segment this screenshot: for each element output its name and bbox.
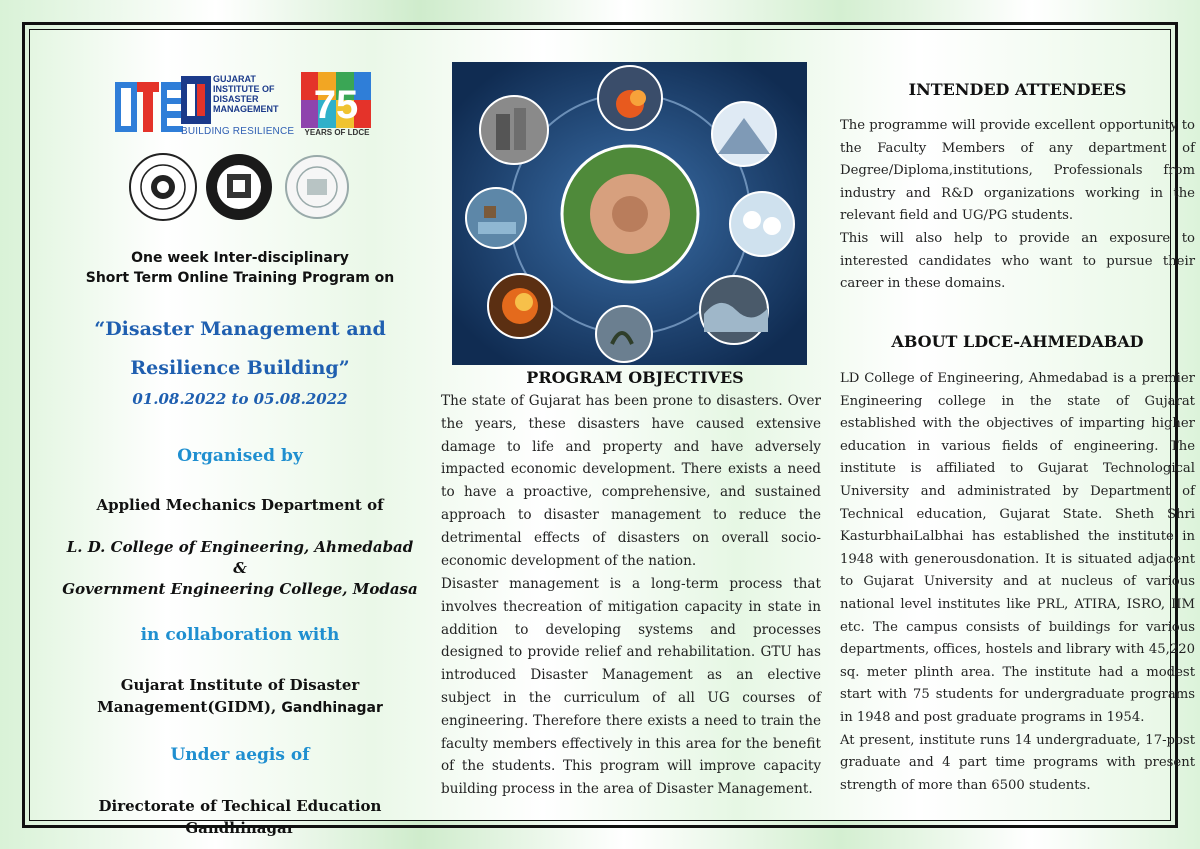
wildfire-photo-icon bbox=[598, 66, 662, 130]
gidm-full-name: Gujarat Institute of Disaster Management(GIDM), Gandhinagar bbox=[97, 676, 383, 716]
attendees-paragraph-1: The programme will provide excellent opportunity to the Faculty Members of any department of Degree/Diploma,institutions, Professionals from industry and R&D organizations working in the relevant field and UG/PG students. bbox=[840, 118, 1195, 224]
gidm-tagline: BUILDING RESILIENCE bbox=[181, 126, 295, 137]
tsunami-photo-icon bbox=[700, 276, 768, 344]
aegis-label: Under aegis of bbox=[170, 745, 310, 765]
logo-row-seals bbox=[127, 152, 367, 222]
program-dates: 01.08.2022 to 05.08.2022 bbox=[132, 390, 348, 408]
ldce-75-caption: YEARS OF LDCE bbox=[304, 128, 370, 137]
ldce-seal-icon bbox=[130, 154, 196, 220]
college-names: L. D. College of Engineering, Ahmedabad & Government Engineering College, Modasa bbox=[62, 538, 418, 598]
flood-photo-icon bbox=[466, 188, 526, 248]
left-column bbox=[60, 60, 420, 845]
ldce-75-logo bbox=[301, 72, 371, 140]
cte-logo bbox=[115, 78, 185, 136]
directorate-name: Directorate of Techical Education Gandhinagar bbox=[98, 797, 382, 837]
seventy-five-icon bbox=[301, 72, 371, 128]
brochure-inner bbox=[29, 29, 1195, 837]
objectives-heading: PROGRAM OBJECTIVES bbox=[526, 368, 744, 387]
collaboration-label: in collaboration with bbox=[140, 625, 340, 645]
attendees-heading: INTENDED ATTENDEES bbox=[908, 80, 1127, 99]
program-title: “Disaster Management and Resilience Building” bbox=[94, 318, 386, 379]
united-hands-photo-icon bbox=[562, 146, 698, 282]
attendees-text bbox=[840, 115, 1195, 296]
gidm-logo bbox=[181, 74, 299, 140]
pandemic-photo-icon bbox=[730, 192, 794, 256]
right-column bbox=[840, 60, 1195, 845]
svg-text:75: 75 bbox=[313, 83, 359, 127]
college-seal-icon bbox=[286, 156, 348, 218]
attendees-paragraph-2: This will also help to provide an exposure to interested candidates who want to pursue their career in these domains. bbox=[840, 230, 1195, 292]
organised-by-label: Organised by bbox=[177, 446, 303, 466]
about-text bbox=[840, 368, 1195, 797]
gidm-name: GUJARAT INSTITUTE OF DISASTER MANAGEMENT bbox=[213, 74, 279, 114]
objectives-paragraph-1: The state of Gujarat has been prone to disasters. Over the years, these disasters have caused extensive damage to life and property and have adversely impacted economic development. There exists a need to have a proactive, comprehensive, and sustained approach to disaster management to reduce the detrimental effects of disasters on overall socio-economic development of the nation. bbox=[441, 393, 821, 569]
middle-column bbox=[435, 60, 825, 845]
logo-row-top bbox=[115, 72, 375, 142]
earthquake-photo-icon bbox=[480, 96, 548, 164]
about-heading: ABOUT LDCE-AHMEDABAD bbox=[891, 332, 1144, 351]
cte-letters: CTE bbox=[148, 136, 152, 137]
forest-fire-photo-icon bbox=[488, 274, 552, 338]
about-paragraph-1: LD College of Engineering, Ahmedabad is a premier Engineering college in the state of Gujarat established with the objectives of imparting higher education in various fields of engineering. The institute is affiliated to Gujarat Technological University and administrated by Department of Technical education, Gujarat State. Sheth Shri KasturbhaiLalbhai has established the institute in 1948 with generousdonation. It is situated adjacent to Gujarat University and at nucleus of various national level institutes like PRL, ATIRA, ISRO, IIM etc. The campus consists of buildings for various departments, offices, hostels and library with 45,220 sq. meter plinth area. The institute had a modest start with 75 students for undergraduate programs in 1948 and post graduate programs in 1954. bbox=[840, 371, 1195, 725]
about-paragraph-2: At present, institute runs 14 undergraduate, 17-post graduate and 4 part time programs with present strength of more than 6500 students. bbox=[840, 732, 1195, 793]
objectives-paragraph-2: Disaster management is a long-term process that involves thecreation of mitigation capacity in state in addition to developing systems and processes designed to provide relief and rehabilitation. GTU has introduced Disaster Management as an elective subject in the curriculum of all UG courses of engineering. Therefore there exists a need to train the faculty members effectively in this area for the benefit of the students. This program will improve capacity building process in the area of Disaster Management. bbox=[441, 576, 821, 798]
program-intro: One week Inter-disciplinary Short Term Online Training Program on bbox=[85, 250, 395, 286]
brochure-frame bbox=[22, 22, 1195, 837]
gidm-emblem-icon bbox=[181, 76, 211, 124]
avalanche-photo-icon bbox=[712, 102, 776, 166]
disaster-photo-collage bbox=[452, 62, 807, 365]
cyclone-photo-icon bbox=[596, 306, 652, 362]
department-name: Applied Mechanics Department of bbox=[96, 496, 384, 514]
applied-mechanics-seal-icon bbox=[206, 154, 272, 220]
institution-seals bbox=[127, 152, 367, 222]
